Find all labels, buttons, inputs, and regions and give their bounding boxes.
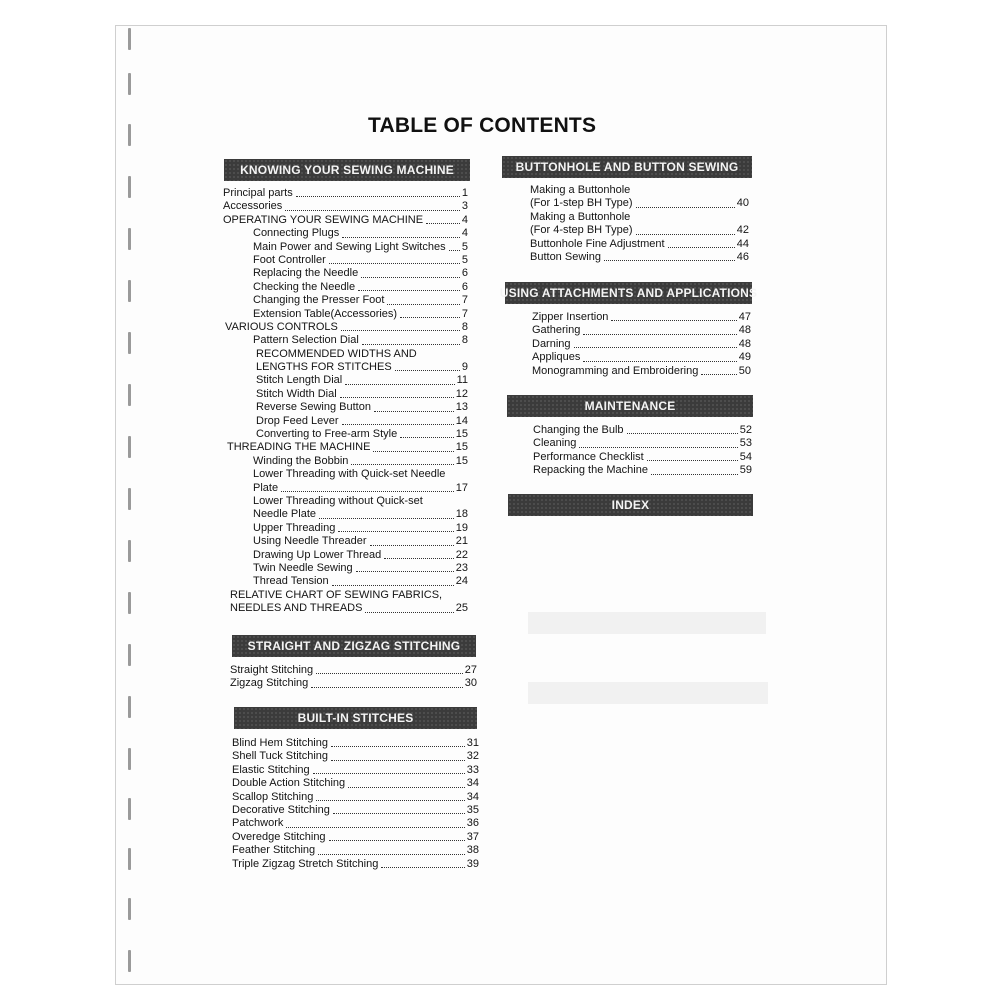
section-header-straight-zigzag: STRAIGHT AND ZIGZAG STITCHING — [232, 635, 476, 657]
toc-entry — [223, 294, 468, 307]
binder-hole-mark — [128, 950, 131, 972]
toc-entry-page: 15 — [455, 441, 468, 454]
toc-entry — [223, 602, 468, 615]
toc-entry-title: Drawing Up Lower Thread — [253, 548, 382, 561]
toc-entry — [232, 844, 479, 857]
toc-entry — [530, 238, 749, 251]
toc-entry-page: 27 — [464, 664, 477, 676]
toc-entry-page: 44 — [736, 237, 749, 250]
toc-entry-page: 37 — [466, 830, 479, 843]
toc-entry — [223, 214, 468, 227]
toc-entry-page: 46 — [736, 250, 749, 263]
toc-entry — [530, 184, 749, 197]
toc-list-straight-zigzag — [230, 664, 477, 691]
binder-hole-mark — [128, 228, 131, 250]
dot-leader — [331, 737, 465, 747]
toc-entry-title: Checking the Needle — [253, 280, 356, 293]
toc-entry-title: Using Needle Threader — [253, 535, 367, 548]
toc-entry-title: Main Power and Sewing Light Switches — [253, 240, 446, 253]
toc-entry — [223, 388, 468, 401]
section-header-attachments: USING ATTACHMENTS AND APPLICATIONS — [505, 282, 752, 304]
toc-entry — [230, 664, 477, 677]
toc-entry-page: 49 — [738, 351, 751, 364]
toc-entry-title: Principal parts — [223, 187, 293, 199]
dot-leader — [647, 451, 738, 461]
dot-leader — [579, 437, 737, 447]
dot-leader — [329, 831, 465, 841]
binder-hole-mark — [128, 73, 131, 95]
binder-hole-mark — [128, 798, 131, 820]
dot-leader — [333, 804, 465, 814]
toc-entry-title: NEEDLES AND THREADS — [230, 602, 363, 615]
toc-entry — [223, 361, 468, 374]
toc-entry — [533, 464, 752, 477]
toc-list-maintenance — [533, 424, 752, 478]
toc-entry-title: Button Sewing — [530, 250, 601, 263]
section-header-knowing-your-sewing-machine: KNOWING YOUR SEWING MACHINE — [224, 159, 470, 181]
toc-entry-title: Accessories — [223, 200, 283, 213]
toc-entry — [232, 791, 479, 804]
toc-entry-title: Drop Feed Lever — [256, 414, 339, 427]
toc-entry-page: 18 — [455, 508, 468, 521]
toc-entry-title: Darning — [532, 337, 571, 350]
toc-entry-title: Cleaning — [533, 437, 577, 450]
toc-entry-title: Changing the Presser Foot — [253, 294, 385, 307]
toc-entry-page: 38 — [466, 844, 479, 857]
toc-entry — [232, 750, 479, 763]
toc-entry — [230, 677, 477, 690]
toc-entry-title: Gathering — [532, 324, 581, 337]
toc-entry — [532, 351, 751, 364]
toc-entry-title: Decorative Stitching — [232, 803, 330, 816]
toc-entry-title: Foot Controller — [253, 253, 326, 266]
toc-entry-page: 50 — [738, 364, 751, 377]
dot-leader — [449, 241, 460, 251]
dot-leader — [574, 338, 737, 348]
toc-entry-title: Pattern Selection Dial — [253, 334, 359, 347]
toc-entry-title: Blind Hem Stitching — [232, 737, 328, 749]
toc-entry-title: Changing the Bulb — [533, 424, 624, 436]
toc-entry — [532, 311, 751, 324]
dot-leader — [636, 197, 735, 207]
toc-entry — [223, 401, 468, 414]
dot-leader — [358, 281, 460, 291]
dot-leader — [361, 267, 460, 277]
dot-leader — [400, 308, 460, 318]
toc-entry — [530, 211, 749, 224]
toc-entry-page: 15 — [455, 428, 468, 441]
toc-entry-title: Lower Threading with Quick-set Needle — [253, 468, 446, 481]
toc-entry — [223, 321, 468, 334]
toc-entry-title: Thread Tension — [253, 575, 329, 588]
toc-entry — [223, 200, 468, 213]
toc-entry-title: Shell Tuck Stitching — [232, 750, 328, 763]
toc-entry-title: (For 1-step BH Type) — [530, 197, 633, 210]
toc-entry-title: Triple Zigzag Stretch Stitching — [232, 857, 379, 870]
toc-entry — [223, 334, 468, 347]
toc-entry-title: Lower Threading without Quick-set — [253, 494, 423, 507]
toc-entry — [223, 227, 468, 240]
toc-entry-title: Monogramming and Embroidering — [532, 364, 699, 377]
dot-leader — [332, 575, 454, 585]
toc-entry-page: 31 — [466, 737, 479, 749]
toc-entry — [223, 374, 468, 387]
toc-entry — [223, 415, 468, 428]
toc-entry-title: RECOMMENDED WIDTHS AND — [256, 347, 417, 360]
dot-leader — [329, 254, 460, 264]
dot-leader — [651, 464, 738, 474]
toc-entry-page: 33 — [466, 763, 479, 776]
toc-entry — [223, 589, 468, 602]
toc-entry-page: 13 — [455, 401, 468, 414]
toc-entry — [223, 308, 468, 321]
binder-hole-mark — [128, 124, 131, 146]
toc-entry-page: 17 — [455, 481, 468, 494]
toc-entry-page: 8 — [461, 320, 468, 333]
toc-entry — [223, 241, 468, 254]
toc-entry — [223, 482, 468, 495]
toc-entry-page: 30 — [464, 677, 477, 690]
dot-leader — [400, 428, 454, 438]
toc-entry-page: 24 — [455, 575, 468, 588]
dot-leader — [583, 351, 736, 361]
dot-leader — [636, 224, 735, 234]
toc-entry-page: 48 — [738, 337, 751, 350]
toc-entry — [532, 365, 751, 378]
toc-entry-title: Repacking the Machine — [533, 464, 648, 477]
toc-entry-title: Overedge Stitching — [232, 830, 326, 843]
toc-entry — [232, 777, 479, 790]
toc-entry — [223, 549, 468, 562]
dot-leader — [365, 602, 453, 612]
dot-leader — [331, 750, 465, 760]
binder-hole-mark — [128, 28, 131, 50]
toc-entry-page: 59 — [739, 464, 752, 477]
section-header-buttonhole: BUTTONHOLE AND BUTTON SEWING — [502, 156, 752, 178]
toc-entry-title: LENGTHS FOR STITCHES — [256, 361, 392, 374]
bleed-through-shadow — [528, 612, 766, 634]
toc-entry — [232, 817, 479, 830]
toc-entry-title: Elastic Stitching — [232, 763, 310, 776]
toc-entry — [530, 224, 749, 237]
toc-entry-page: 7 — [461, 307, 468, 320]
dot-leader — [286, 817, 464, 827]
toc-entry-page: 8 — [461, 334, 468, 347]
toc-entry-page: 40 — [736, 197, 749, 210]
toc-entry-page: 4 — [461, 213, 468, 226]
section-header-built-in-stitches: BUILT-IN STITCHES — [234, 707, 477, 729]
dot-leader — [341, 321, 460, 331]
toc-entry — [232, 764, 479, 777]
toc-entry — [532, 338, 751, 351]
toc-entry-page: 15 — [455, 454, 468, 467]
toc-entry — [223, 441, 468, 454]
toc-entry-page: 7 — [461, 294, 468, 307]
dot-leader — [395, 361, 460, 371]
dot-leader — [348, 777, 465, 787]
toc-entry-title: Plate — [253, 481, 279, 494]
toc-list-knowing — [223, 187, 468, 616]
toc-entry-page: 4 — [461, 227, 468, 240]
toc-entry-page: 11 — [456, 374, 468, 387]
toc-entry-page: 5 — [461, 240, 468, 253]
dot-leader — [342, 227, 460, 237]
toc-entry-title: Making a Buttonhole — [530, 210, 631, 223]
toc-entry-title: Feather Stitching — [232, 844, 316, 857]
page-title: TABLE OF CONTENTS — [368, 114, 597, 137]
toc-entry-page: 19 — [455, 521, 468, 534]
binder-hole-mark — [128, 644, 131, 666]
toc-entry-page: 39 — [466, 857, 479, 870]
binder-hole-mark — [128, 540, 131, 562]
toc-entry — [223, 535, 468, 548]
toc-entry-title: Connecting Plugs — [253, 227, 340, 240]
toc-entry — [223, 562, 468, 575]
dot-leader — [318, 844, 465, 854]
dot-leader — [381, 858, 464, 868]
dot-leader — [426, 214, 460, 224]
dot-leader — [627, 424, 738, 434]
toc-entry-title: Zipper Insertion — [532, 311, 609, 323]
toc-entry-title: Stitch Width Dial — [256, 387, 337, 400]
toc-entry-page: 53 — [739, 437, 752, 450]
toc-entry-title: Needle Plate — [253, 508, 316, 521]
dot-leader — [281, 482, 454, 492]
binder-hole-mark — [128, 898, 131, 920]
toc-entry-page: 6 — [461, 267, 468, 280]
toc-entry-title: (For 4-step BH Type) — [530, 224, 633, 237]
toc-entry-title: Upper Threading — [253, 521, 336, 534]
dot-leader — [373, 441, 453, 451]
dot-leader — [296, 187, 460, 197]
toc-entry-page: 6 — [461, 280, 468, 293]
toc-entry-title: Scallop Stitching — [232, 790, 314, 803]
toc-entry — [533, 451, 752, 464]
toc-entry-title: Extension Table(Accessories) — [253, 307, 398, 320]
binder-hole-mark — [128, 848, 131, 870]
dot-leader — [611, 311, 736, 321]
dot-leader — [316, 664, 463, 674]
toc-entry-page: 52 — [739, 424, 752, 436]
toc-entry-title: THREADING THE MACHINE — [227, 441, 371, 454]
binder-hole-mark — [128, 384, 131, 406]
toc-entry-title: Patchwork — [232, 817, 284, 830]
toc-entry-page: 5 — [461, 253, 468, 266]
toc-entry-page: 12 — [455, 387, 468, 400]
toc-entry-title: VARIOUS CONTROLS — [225, 320, 338, 333]
dot-leader — [583, 324, 736, 334]
toc-entry-page: 23 — [455, 561, 468, 574]
toc-list-attachments — [532, 311, 751, 378]
toc-entry-page: 1 — [461, 187, 468, 199]
toc-entry-title: Converting to Free-arm Style — [256, 428, 398, 441]
section-header-index: INDEX — [508, 494, 753, 516]
dot-leader — [374, 401, 454, 411]
toc-entry-page: 14 — [455, 414, 468, 427]
toc-entry — [232, 737, 479, 750]
toc-entry-page: 32 — [466, 750, 479, 763]
toc-entry-page: 42 — [736, 224, 749, 237]
toc-entry-page: 47 — [738, 311, 751, 323]
toc-entry-title: Twin Needle Sewing — [253, 561, 353, 574]
toc-entry — [223, 281, 468, 294]
dot-leader — [311, 677, 462, 687]
dot-leader — [668, 238, 735, 248]
toc-entry-title: Buttonhole Fine Adjustment — [530, 237, 665, 250]
toc-entry — [223, 348, 468, 361]
toc-entry — [223, 495, 468, 508]
toc-entry — [223, 455, 468, 468]
toc-entry-page: 22 — [455, 548, 468, 561]
dot-leader — [604, 251, 735, 261]
dot-leader — [313, 764, 465, 774]
toc-entry-title: Appliques — [532, 351, 581, 364]
toc-entry-title: OPERATING YOUR SEWING MACHINE — [223, 213, 424, 226]
toc-list-built-in-stitches — [232, 737, 479, 871]
dot-leader — [370, 535, 454, 545]
toc-entry — [533, 437, 752, 450]
toc-entry-title: Making a Buttonhole — [530, 184, 631, 196]
dot-leader — [387, 294, 459, 304]
dot-leader — [340, 388, 454, 398]
toc-entry-page: 34 — [466, 777, 479, 790]
dot-leader — [351, 455, 453, 465]
toc-entry — [533, 424, 752, 437]
toc-entry-page: 54 — [739, 450, 752, 463]
toc-entry-page: 21 — [455, 535, 468, 548]
toc-entry-title: Straight Stitching — [230, 664, 314, 676]
toc-entry-page: 35 — [466, 803, 479, 816]
toc-entry-title: Replacing the Needle — [253, 267, 359, 280]
dot-leader — [342, 415, 454, 425]
binder-hole-mark — [128, 280, 131, 302]
toc-entry — [223, 267, 468, 280]
toc-entry-title: RELATIVE CHART OF SEWING FABRICS, — [230, 588, 443, 601]
binder-hole-mark — [128, 436, 131, 458]
dot-leader — [384, 549, 454, 559]
toc-entry — [530, 251, 749, 264]
toc-entry-title: Stitch Length Dial — [256, 374, 343, 387]
toc-entry — [223, 187, 468, 200]
toc-entry — [532, 324, 751, 337]
dot-leader — [338, 522, 453, 532]
toc-entry — [232, 831, 479, 844]
toc-entry-title: Performance Checklist — [533, 450, 644, 463]
dot-leader — [356, 562, 454, 572]
binder-hole-mark — [128, 696, 131, 718]
dot-leader — [316, 791, 464, 801]
toc-entry — [223, 522, 468, 535]
binder-hole-mark — [128, 332, 131, 354]
toc-entry-page: 34 — [466, 790, 479, 803]
dot-leader — [285, 200, 460, 210]
section-header-maintenance: MAINTENANCE — [507, 395, 753, 417]
toc-entry — [223, 575, 468, 588]
toc-entry — [223, 468, 468, 481]
toc-entry-title: Zigzag Stitching — [230, 677, 309, 690]
toc-entry-title: Reverse Sewing Button — [256, 401, 371, 414]
toc-entry-title: Double Action Stitching — [232, 777, 346, 790]
toc-entry — [223, 508, 468, 521]
dot-leader — [701, 365, 736, 375]
toc-list-buttonhole — [530, 184, 749, 264]
dot-leader — [345, 374, 454, 384]
toc-entry-page: 48 — [738, 324, 751, 337]
toc-entry-page: 3 — [461, 200, 468, 213]
dot-leader — [362, 334, 460, 344]
toc-entry-page: 25 — [455, 602, 468, 615]
bleed-through-shadow — [528, 682, 768, 704]
toc-entry — [232, 858, 479, 871]
binder-hole-mark — [128, 748, 131, 770]
dot-leader — [319, 508, 454, 518]
binder-hole-mark — [128, 176, 131, 198]
toc-entry — [223, 428, 468, 441]
binder-hole-mark — [128, 488, 131, 510]
toc-entry-page: 9 — [461, 361, 468, 374]
toc-entry — [232, 804, 479, 817]
toc-entry — [530, 197, 749, 210]
binder-hole-mark — [128, 592, 131, 614]
toc-entry-title: Winding the Bobbin — [253, 454, 349, 467]
toc-entry-page: 36 — [466, 817, 479, 830]
toc-entry — [223, 254, 468, 267]
